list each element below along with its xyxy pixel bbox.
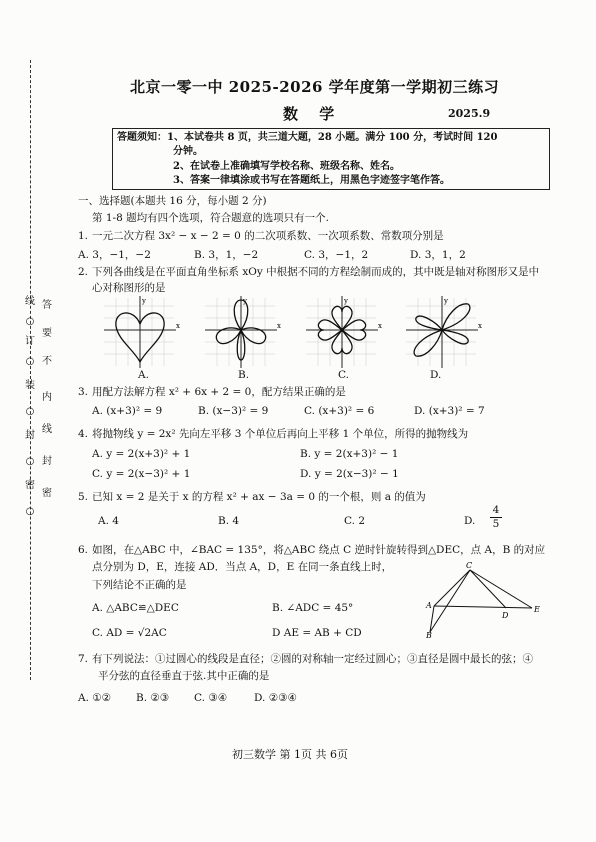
option-b: B. 4 [218, 515, 240, 527]
option-c: C. 2 [344, 515, 366, 527]
triangle-figure [424, 560, 544, 640]
binding-char-3: 装 [25, 380, 35, 391]
svg-text:y: y [142, 297, 146, 305]
option-b: B. y = 2(x+3)² − 1 [300, 448, 399, 460]
option-a: A. (x+3)² = 9 [92, 405, 163, 417]
question-text: 有下列说法：①过圆心的线段是直径；②圆的对称轴一定经过圆心；③直径是圆中最长的弦；④ [92, 653, 533, 665]
figure-heart [104, 296, 182, 372]
svg-text:y: y [444, 297, 448, 305]
binding-char-1: 线 [25, 296, 35, 307]
option-d: D. (x+3)² = 7 [414, 405, 485, 417]
figure-label-d: D. [430, 369, 442, 381]
question-number: 3. [78, 386, 89, 398]
question-text: 平分弦的直径垂直于弦.其中正确的是 [98, 670, 270, 682]
option-a: A. ①② [78, 692, 112, 704]
option-a: A. y = 2(x+3)² + 1 [92, 448, 191, 460]
binding-circle: ○ [25, 356, 35, 367]
point-label-d: D [502, 611, 509, 620]
question-number: 6. [78, 544, 89, 556]
binding-right-char: 内 [42, 392, 52, 403]
binding-char-2: 订 [25, 336, 35, 347]
question-text: 下列结论不正确的是 [92, 579, 187, 591]
svg-text:x: x [478, 322, 482, 330]
option-a: A. 4 [98, 515, 119, 527]
question-number: 4. [78, 428, 89, 440]
binding-circle: ○ [25, 406, 35, 417]
notice-line: 答题须知：1、本试卷共 8 页，共三道大题，28 小题。满分 100 分，考试时间 120 [117, 132, 498, 143]
question-number: 1. [78, 230, 89, 242]
fraction-numerator: 4 [490, 504, 502, 518]
question-text: 一元二次方程 3x² − x − 2 = 0 的二次项系数、一次项系数、常数项分别是 [92, 230, 444, 242]
fraction [490, 504, 502, 531]
option-a: A. 3，−1，−2 [78, 249, 151, 261]
option-a: A. △ABC≌△DEC [92, 602, 179, 614]
option-c: C. 3，−1，2 [304, 249, 369, 261]
point-label-a: A [426, 601, 432, 610]
option-d: D. 3，1，2 [410, 249, 466, 261]
binding-char-5: 密 [25, 480, 35, 491]
option-c: C. AD = √2AC [92, 627, 167, 639]
option-d: D. ②③④ [254, 692, 297, 704]
binding-right-char: 不 [42, 356, 52, 367]
exam-date: 2025.9 [448, 107, 491, 120]
question-text: 已知 x = 2 是关于 x 的方程 x² + ax − 3a = 0 的一个根，则 a 的值为 [92, 491, 426, 503]
binding-right-char: 封 [42, 456, 52, 467]
svg-text:x: x [378, 322, 382, 330]
notice-box [112, 128, 550, 190]
section-note: 第 1-8 题均有四个选项，符合题意的选项只有一个. [92, 212, 329, 224]
figure-four-heart [306, 296, 384, 372]
binding-right-char: 要 [42, 328, 52, 339]
binding-char-4: 封 [25, 430, 35, 441]
binding-circle: ○ [25, 506, 35, 517]
section-heading: 一、选择题(本题共 16 分，每小题 2 分) [78, 195, 267, 207]
binding-right-char: 密 [42, 488, 52, 499]
option-d: D AE = AB + CD [272, 627, 362, 639]
notice-line: 2、在试卷上准确填写学校名称、班级名称、姓名。 [173, 161, 400, 172]
option-d: D. [464, 515, 476, 527]
subject-title: 数 学 [283, 105, 343, 123]
question-text: 将抛物线 y = 2x² 先向左平移 3 个单位后再向上平移 1 个单位，所得的抛物线为 [92, 428, 469, 440]
option-b: B. 3，1，−2 [194, 249, 259, 261]
question-number: 2. [78, 266, 89, 278]
figure-label-a: A. [138, 369, 149, 381]
binding-right-char: 答 [42, 300, 52, 311]
binding-right-char: 线 [42, 424, 52, 435]
point-label-c: C [466, 561, 473, 570]
option-b: B. (x−3)² = 9 [198, 405, 269, 417]
question-number: 5. [78, 491, 89, 503]
binding-circle: ○ [25, 456, 35, 467]
page-footer: 初三数学 第 1页 共 6页 [232, 748, 348, 761]
option-b: B. ∠ADC = 45° [272, 602, 354, 614]
option-b: B. ②③ [136, 692, 170, 704]
question-text: 下列各曲线是在平面直角坐标系 xOy 中根据不同的方程绘制而成的，其中既是轴对称图形又是中 [92, 266, 540, 278]
svg-text:x: x [277, 322, 281, 330]
notice-line: 3、答案一律填涂或书写在答题纸上，用黑色字迹签字笔作答。 [173, 175, 450, 186]
notice-line: 分钟。 [173, 146, 203, 157]
svg-text:y: y [243, 297, 247, 305]
question-text: 点分别为 D，E，连接 AD．当点 A，D，E 在同一条直线上时， [92, 561, 393, 573]
question-text: 用配方法解方程 x² + 6x + 2 = 0，配方结果正确的是 [92, 386, 346, 398]
question-number: 7. [78, 653, 89, 665]
option-c: C. y = 2(x−3)² + 1 [92, 468, 191, 480]
question-text: 心对称图形的是 [92, 282, 166, 294]
point-label-b: B [426, 631, 432, 640]
figure-label-c: C. [338, 369, 349, 381]
option-d: D. y = 2(x−3)² − 1 [300, 468, 399, 480]
question-text: 如图，在△ABC 中，∠BAC = 135°，将△ABC 绕点 C 逆时针旋转得到△DEC，点 A，B 的对应 [92, 544, 546, 556]
figure-butterfly [406, 296, 484, 372]
binding-circle: ○ [25, 316, 35, 327]
binding-dashed-line [30, 60, 31, 680]
svg-text:y: y [344, 297, 348, 305]
fraction-denominator: 5 [492, 518, 500, 530]
figure-label-b: B. [238, 369, 250, 381]
figure-three-petal [205, 296, 283, 372]
option-c: C. ③④ [194, 692, 228, 704]
point-label-e: E [534, 605, 540, 614]
exam-title: 北京一零一中 2025-2026 学年度第一学期初三练习 [130, 78, 500, 96]
svg-text:x: x [176, 322, 180, 330]
option-c: C. (x+3)² = 6 [304, 405, 375, 417]
